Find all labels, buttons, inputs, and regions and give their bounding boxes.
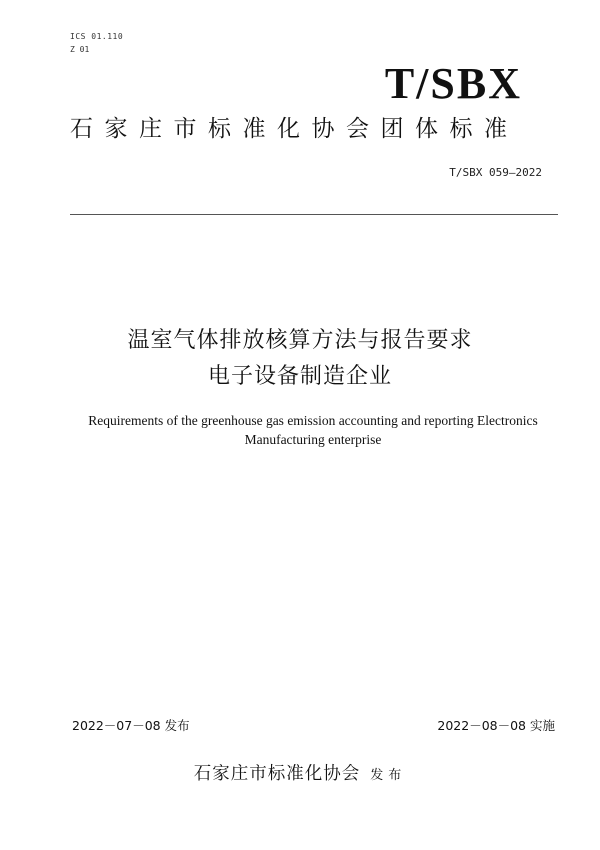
ccs-code: Z 01 — [70, 45, 90, 54]
publisher-suffix: 发布 — [370, 768, 407, 783]
header-divider — [70, 214, 558, 215]
english-title-line-2: Manufacturing enterprise — [244, 432, 382, 447]
publisher-name: 石家庄市标准化协会 — [193, 764, 361, 784]
chinese-title-line-1: 温室气体排放核算方法与报告要求 — [127, 328, 473, 353]
effective-date: 2022－08－08 实施 — [437, 718, 555, 733]
publisher-line — [0, 760, 600, 785]
english-title-line-1: Requirements of the greenhouse gas emission accounting and reporting Electronics — [88, 413, 538, 428]
ics-code: ICS 01.110 — [70, 32, 124, 41]
standard-number: T/SBX 059—2022 — [449, 166, 542, 179]
publish-date: 2022－07－08 发布 — [72, 718, 190, 733]
standard-logo: T/SBX — [384, 59, 522, 108]
chinese-title-line-2: 电子设备制造企业 — [207, 364, 392, 389]
standard-type-title: 石家庄市标准化协会团体标准 — [70, 116, 519, 142]
